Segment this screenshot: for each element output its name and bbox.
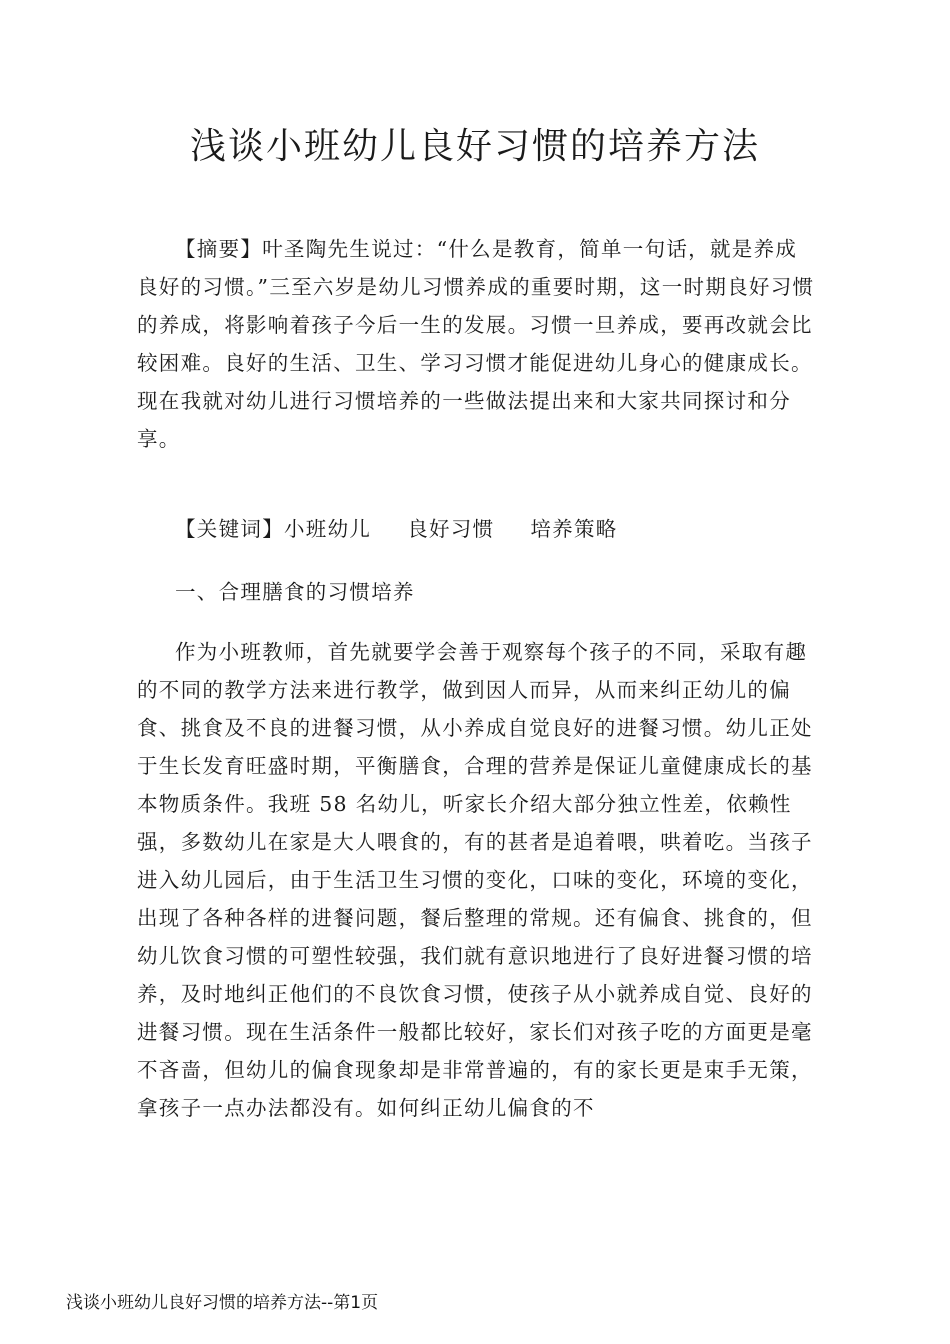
keyword-item: 小班幼儿: [284, 517, 372, 541]
abstract-paragraph: 【摘要】叶圣陶先生说过：“什么是教育，简单一句话，就是养成良好的习惯。”三至六岁是幼儿习惯养成的重要时期，这一时期良好习惯的养成，将影响着孩子今后一生的发展。习惯一旦养成，要再改就会比较困难。良好的生活、卫生、学习习惯才能促进幼儿身心的健康成长。现在我就对幼儿进行习惯培养的一些做法提出来和大家共同探讨和分享。: [137, 237, 815, 451]
page-footer: 浅谈小班幼儿良好习惯的培养方法--第1页: [66, 1293, 379, 1313]
body-paragraph: 作为小班教师，首先就要学会善于观察每个孩子的不同，采取有趣的不同的教学方法来进行教学，做到因人而异，从而来纠正幼儿的偏食、挑食及不良的进餐习惯，从小养成自觉良好的进餐习惯。幼儿正处于生长发育旺盛时期，平衡膳食，合理的营养是保证儿童健康成长的基本物质条件。我班 58 名幼儿，听家长介绍大部分独立性差，依赖性强，多数幼儿在家是大人喂食的，有的甚者是追着喂，哄着吃。当孩子进入幼儿园后，由于生活卫生习惯的变化，口味的变化，环境的变化，出现了各种各样的进餐问题，餐后整理的常规。还有偏食、挑食的，但幼儿饮食习惯的可塑性较强，我们就有意识地进行了良好进餐习惯的培养，及时地纠正他们的不良饮食习惯，使孩子从小就养成自觉、良好的进餐习惯。现在生活条件一般都比较好，家长们对孩子吃的方面更是毫不吝啬，但幼儿的偏食现象却是非常普遍的，有的家长更是束手无策，拿孩子一点办法都没有。如何纠正幼儿偏食的不: [137, 640, 813, 1120]
keyword-item: 培养策略: [530, 517, 618, 541]
keywords-label: 【关键词】: [175, 517, 284, 541]
section-heading: 一、合理膳食的习惯培养: [175, 580, 415, 604]
keyword-item: 良好习惯: [407, 517, 495, 541]
keywords-line: [137, 510, 817, 548]
document-title: 浅谈小班幼儿良好习惯的培养方法: [189, 126, 760, 167]
